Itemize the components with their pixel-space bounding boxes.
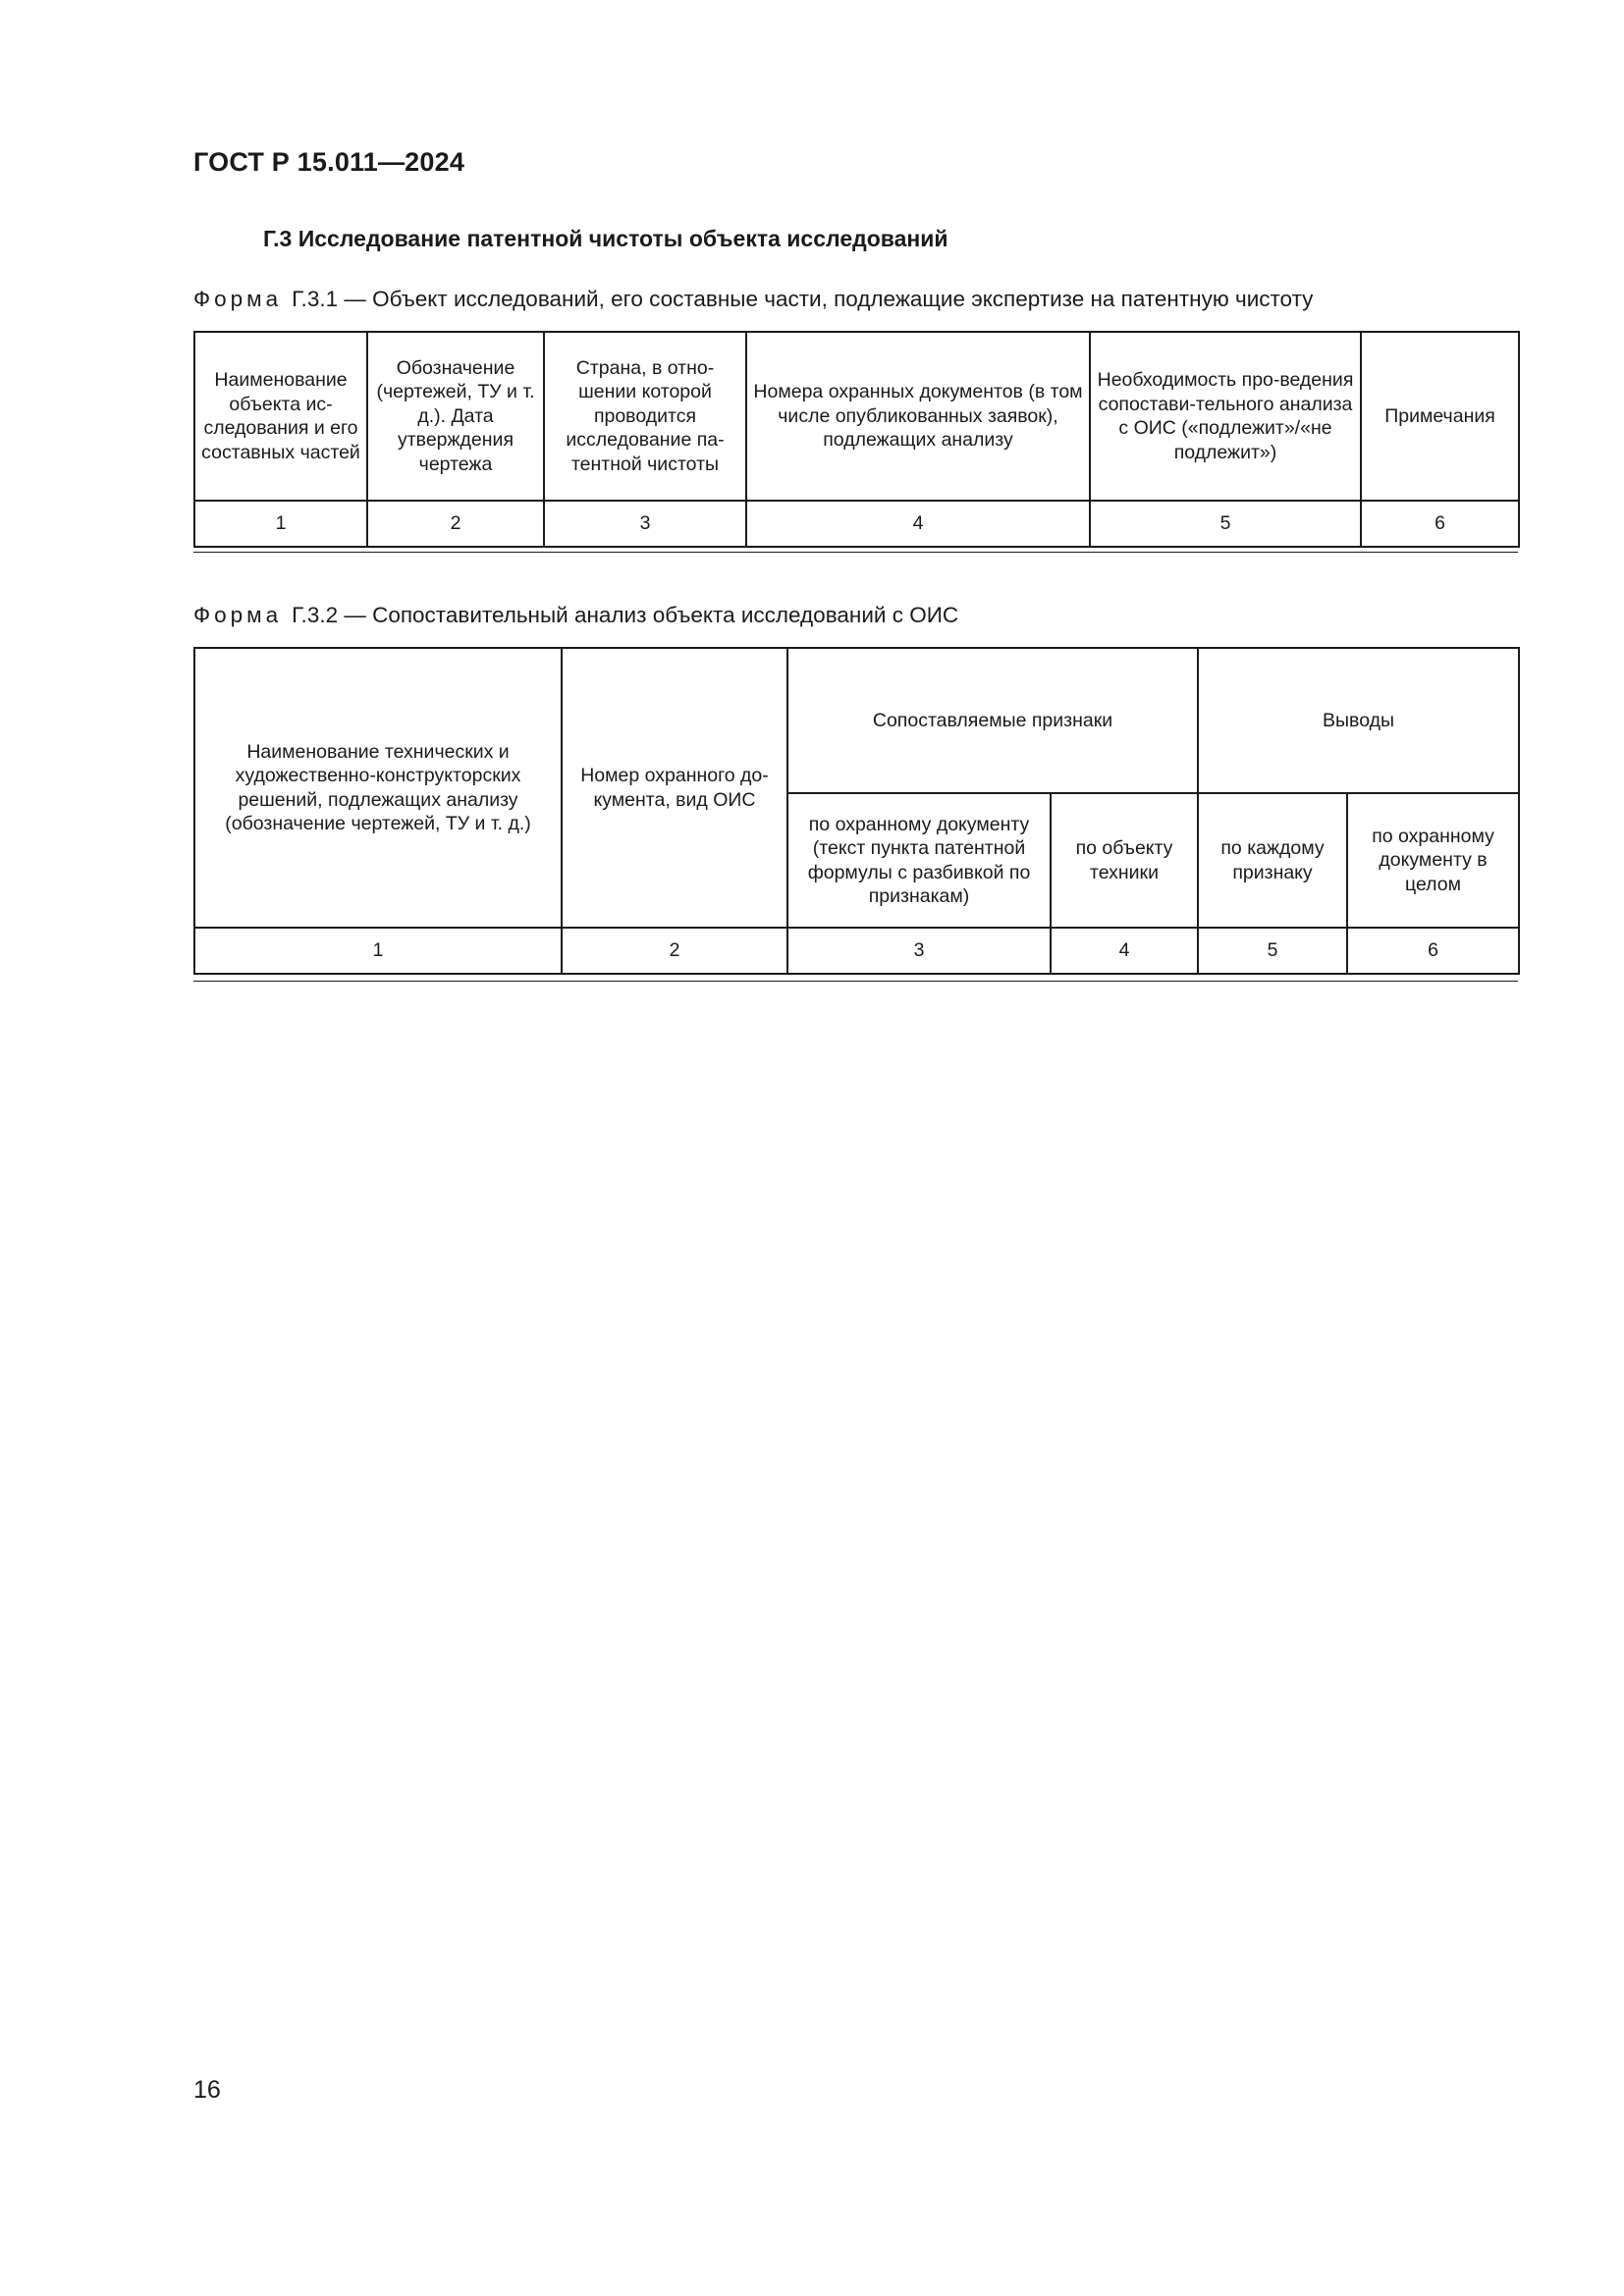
column-number: 1 xyxy=(194,928,562,974)
column-number: 1 xyxy=(194,501,367,547)
column-header: Номер охранного до-кумента, вид ОИС xyxy=(562,648,787,928)
table-bottom-rule xyxy=(193,552,1518,553)
column-number-row xyxy=(194,928,1519,974)
column-header: Наименование технических и художественно-конструкторских решений, подлежащих анализу (обозначение чертежей, ТУ и т. д.) xyxy=(194,648,562,928)
column-number: 3 xyxy=(787,928,1051,974)
column-header: Примечания xyxy=(1361,332,1519,501)
table-header-row xyxy=(194,648,1519,793)
column-header: Обозначение (чертежей, ТУ и т. д.). Дата утверждения чертежа xyxy=(367,332,544,501)
page-number: 16 xyxy=(193,2076,221,2104)
column-number: 6 xyxy=(1361,501,1519,547)
form-label: Форма xyxy=(193,603,283,627)
column-group-header: Выводы xyxy=(1198,648,1519,793)
column-number: 4 xyxy=(746,501,1090,547)
column-header: Номера охранных документов (в том числе опубликованных заявок), подлежащих анализу xyxy=(746,332,1090,501)
subcolumn-header: по объекту техники xyxy=(1051,793,1198,928)
column-number: 6 xyxy=(1347,928,1519,974)
column-number: 2 xyxy=(367,501,544,547)
column-number: 4 xyxy=(1051,928,1198,974)
column-number: 3 xyxy=(544,501,746,547)
column-number: 5 xyxy=(1090,501,1361,547)
form-caption-g32 xyxy=(193,603,958,628)
column-header: Страна, в отно-шении которой проводится исследование па-тентной чистоты xyxy=(544,332,746,501)
table-bottom-rule xyxy=(193,981,1518,982)
subcolumn-header: по охранному документу (текст пункта патентной формулы с разбивкой по признакам) xyxy=(787,793,1051,928)
form-caption-text: Г.3.1 — Объект исследований, его составные части, подлежащие экспертизе на патентную чистоту xyxy=(292,287,1314,311)
column-number: 5 xyxy=(1198,928,1347,974)
subcolumn-header: по охранному документу в целом xyxy=(1347,793,1519,928)
column-number: 2 xyxy=(562,928,787,974)
form-g32-table xyxy=(193,647,1520,975)
column-header: Наименование объекта ис-следования и его составных частей xyxy=(194,332,367,501)
section-title: Г.3 Исследование патентной чистоты объекта исследований xyxy=(263,226,948,251)
column-header: Необходимость про-ведения сопостави-тельного анализа с ОИС («подлежит»/«не подлежит») xyxy=(1090,332,1361,501)
column-number-row xyxy=(194,501,1519,547)
form-caption-text: Г.3.2 — Сопоставительный анализ объекта исследований с ОИС xyxy=(292,603,959,627)
subcolumn-header: по каждому признаку xyxy=(1198,793,1347,928)
form-g31-table xyxy=(193,331,1520,548)
form-caption-g31 xyxy=(193,287,1313,312)
table-header-row xyxy=(194,332,1519,501)
document-header: ГОСТ Р 15.011—2024 xyxy=(193,147,465,177)
column-group-header: Сопоставляемые признаки xyxy=(787,648,1198,793)
form-label: Форма xyxy=(193,287,283,311)
